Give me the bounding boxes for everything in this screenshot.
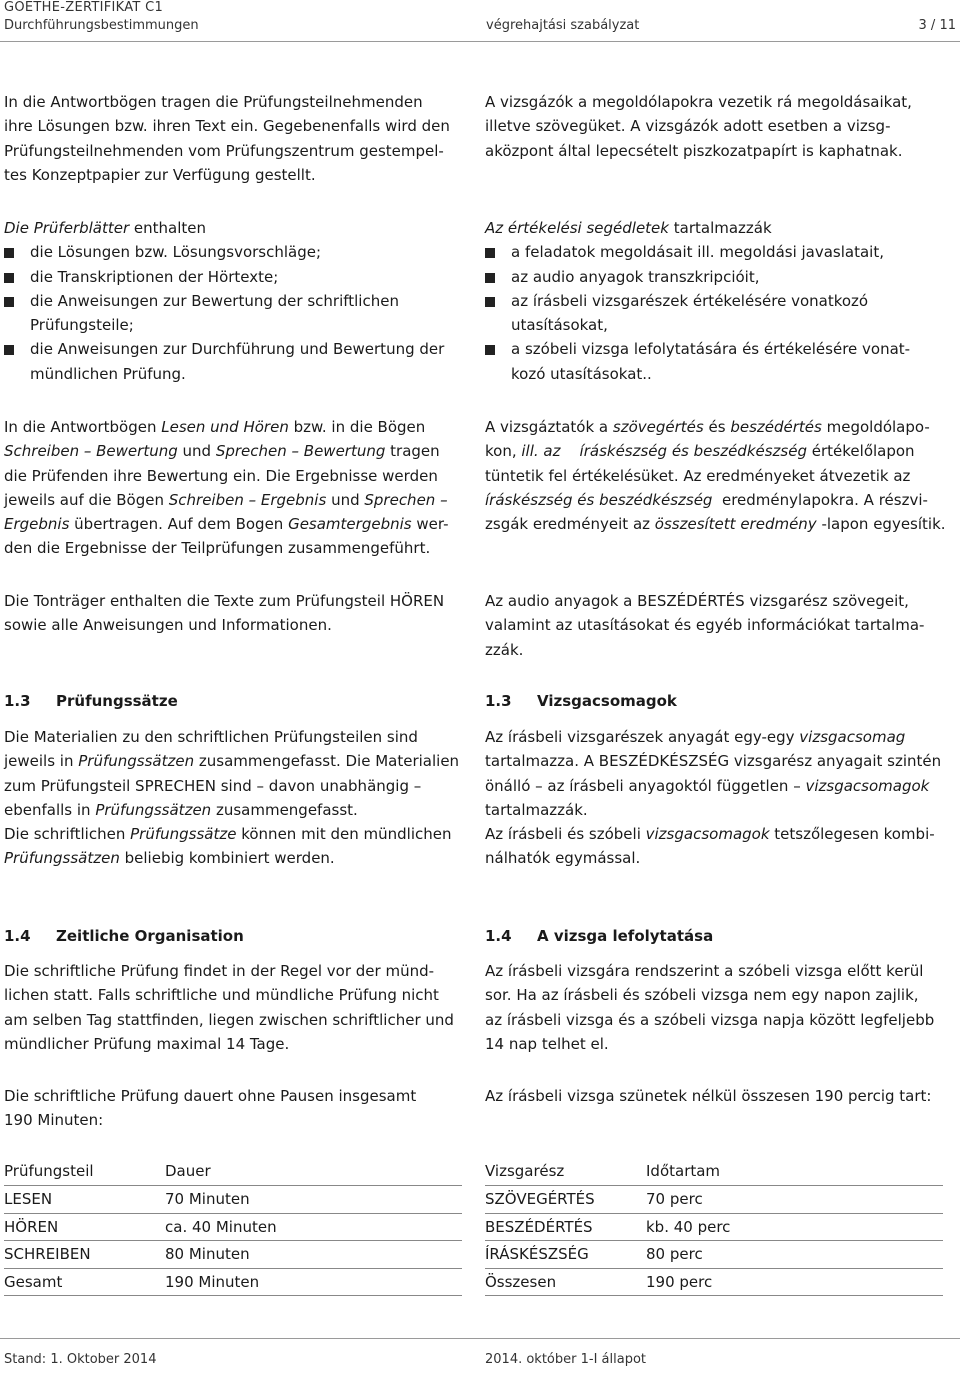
table-header-row: Prüfungsteil Dauer (4, 1157, 462, 1186)
hu-paragraph-duration: Az írásbeli vizsga szünetek nélkül összesen 190 percig tart: (485, 1087, 932, 1105)
table-row: HÖREN ca. 40 Minuten (4, 1213, 462, 1241)
table-row: Összesen 190 perc (485, 1268, 943, 1296)
page-number: 3 / 11 (918, 18, 956, 33)
table-row: ÍRÁSKÉSZSÉG 80 perc (485, 1241, 943, 1269)
de-duration-table (4, 1157, 462, 1296)
de-paragraph-exam-sets: Die Materialien zu den schriftlichen Prüfungsteilen sind jeweils in Prüfungssätzen zusammengefasst. Die Materialien zum Prüfungsteil SPRECHEN sind – davon unabhängig – ebenfalls in Prüfungssätzen zusammengefasst. Die schriftlichen Prüfungssätze können mit den mündlichen Prüfungssätzen beliebig kombiniert werden. (4, 728, 460, 868)
hu-section-heading-1-3: 1.3 Vizsgacsomagok (485, 692, 677, 710)
hu-footer-date: 2014. október 1-I állapot (485, 1352, 646, 1367)
table-row: Gesamt 190 Minuten (4, 1268, 462, 1296)
hu-paragraph-evaluation: A vizsgáztatók a szövegértés és beszédértés megoldólapo- kon, ill. az íráskészség és beszédkészség értékelőlapon tüntetik fel értékelésüket. Az eredményeket átvezetik az íráskészség és beszédkészség eredménylapokra. A részvi- zsgák eredményeit az összesített eredmény -lapon egyesítik. (485, 418, 946, 534)
table-row: LESEN 70 Minuten (4, 1186, 462, 1214)
hungarian-doc-title: végrehajtási szabályzat (486, 18, 640, 33)
hu-paragraph-audio: Az audio anyagok a BESZÉDÉRTÉS vizsgarész szövegeit, valamint az utasításokat és egyéb információkat tartalma- zzák. (485, 592, 925, 659)
table-row: SZÖVEGÉRTÉS 70 perc (485, 1186, 943, 1214)
de-section-heading-1-3: 1.3 Prüfungssätze (4, 692, 178, 710)
hu-paragraph-timing: Az írásbeli vizsgára rendszerint a szóbeli vizsga előtt kerül sor. Ha az írásbeli és szóbeli vizsga nem egy napon zajlik, az írásbeli vizsga és a szóbeli vizsga napja között legfeljebb 14 nap telhet el. (485, 962, 935, 1053)
list-item: a szóbeli vizsga lefolytatására és értékelésére vonat- (485, 337, 943, 361)
de-paragraph-duration: Die schriftliche Prüfung dauert ohne Pausen insgesamt 190 Minuten: (4, 1087, 417, 1130)
table-row: SCHREIBEN 80 Minuten (4, 1241, 462, 1269)
de-paragraph-timing: Die schriftliche Prüfung findet in der Regel vor der münd- lichen statt. Falls schriftliche und mündliche Prüfung nicht am selben Tag stattfinden, liegen zwischen schriftlicher und mündlicher Prüfung maximal 14 Tage. (4, 962, 454, 1053)
list-item: a feladatok megoldásait ill. megoldási javaslatait, (485, 240, 943, 264)
list-item: die Anweisungen zur Durchführung und Bewertung der (4, 337, 462, 361)
footer-divider (0, 1338, 960, 1339)
table-header-row: Vizsgarész Időtartam (485, 1157, 943, 1186)
de-footer-date: Stand: 1. Oktober 2014 (4, 1352, 157, 1367)
list-item: die Transkriptionen der Hörtexte; (4, 265, 462, 289)
list-item: die Anweisungen zur Bewertung der schriftlichen (4, 289, 462, 313)
list-item: az írásbeli vizsgarészek értékelésére vonatkozó (485, 289, 943, 313)
table-row: BESZÉDÉRTÉS kb. 40 perc (485, 1213, 943, 1241)
de-section-heading-1-4: 1.4 Zeitliche Organisation (4, 927, 244, 945)
hu-paragraph-exam-packages: Az írásbeli vizsgarészek anyagát egy-egy vizsgacsomag tartalmazza. A BESZÉDKÉSZSÉG vizsgarész anyagait szintén önálló – az írásbeli anyagoktól független – vizsgacsomagok tartalmazzák. Az írásbeli és szóbeli vizsgacsomagok tetszőlegesen kombi- nálhatók egymással. (485, 728, 942, 868)
hu-duration-table (485, 1157, 943, 1296)
de-paragraph-audio: Die Tonträger enthalten die Texte zum Prüfungsteil HÖREN sowie alle Anweisungen und Informationen. (4, 592, 445, 635)
hu-paragraph-answer-sheets: A vizsgázók a megoldólapokra vezetik rá megoldásaikat, illetve szövegüket. A vizsgázók adott esetben a vizsg- aközpont által lepecsételt piszkozatpapírt is kaphatnak. (485, 93, 912, 160)
hu-section-heading-1-4: 1.4 A vizsga lefolytatása (485, 927, 714, 945)
de-examiner-sheets-list: Die Prüferblätter enthalten die Lösungen bzw. Lösungsvorschläge; die Transkriptionen der Hörtexte; die Anweisungen zur Bewertung der schriftlichen Prüfungsteile; die Anweisungen zur Durchführung und Bewertung der mündlichen Prüfung. (4, 216, 462, 386)
header-divider (0, 41, 960, 42)
de-paragraph-evaluation: In die Antwortbögen Lesen und Hören bzw. in die Bögen Schreiben – Bewertung und Sprechen – Bewertung tragen die Prüfenden ihre Bewertung ein. Die Ergebnisse werden jeweils auf die Bögen Schreiben – Ergebnis und Sprechen – Ergebnis übertragen. Auf dem Bogen Gesamtergebnis wer- den die Ergebnisse der Teilprüfungen zusammengeführt. (4, 418, 449, 558)
german-doc-title: Durchführungsbestimmungen (4, 18, 199, 33)
list-item: az audio anyagok transzkripcióit, (485, 265, 943, 289)
brand-title: GOETHE-ZERTIFIKAT C1 (4, 0, 164, 15)
hu-evaluation-aids-list: Az értékelési segédletek tartalmazzák a feladatok megoldásait ill. megoldási javaslatait, az audio anyagok transzkripcióit, az írásbeli vizsgarészek értékelésére vonatkozó utasításokat, a szóbeli vizsga lefolytatására és értékelésére vonat- kozó utasításokat.. (485, 216, 943, 386)
page-header (4, 0, 956, 40)
de-paragraph-answer-sheets: In die Antwortbögen tragen die Prüfungsteilnehmenden ihre Lösungen bzw. ihren Text ein. Gegebenenfalls wird den Prüfungsteilnehmenden vom Prüfungszentrum gestempel- tes Konzeptpapier zur Verfügung gestellt. (4, 93, 450, 184)
list-item: die Lösungen bzw. Lösungsvorschläge; (4, 240, 462, 264)
